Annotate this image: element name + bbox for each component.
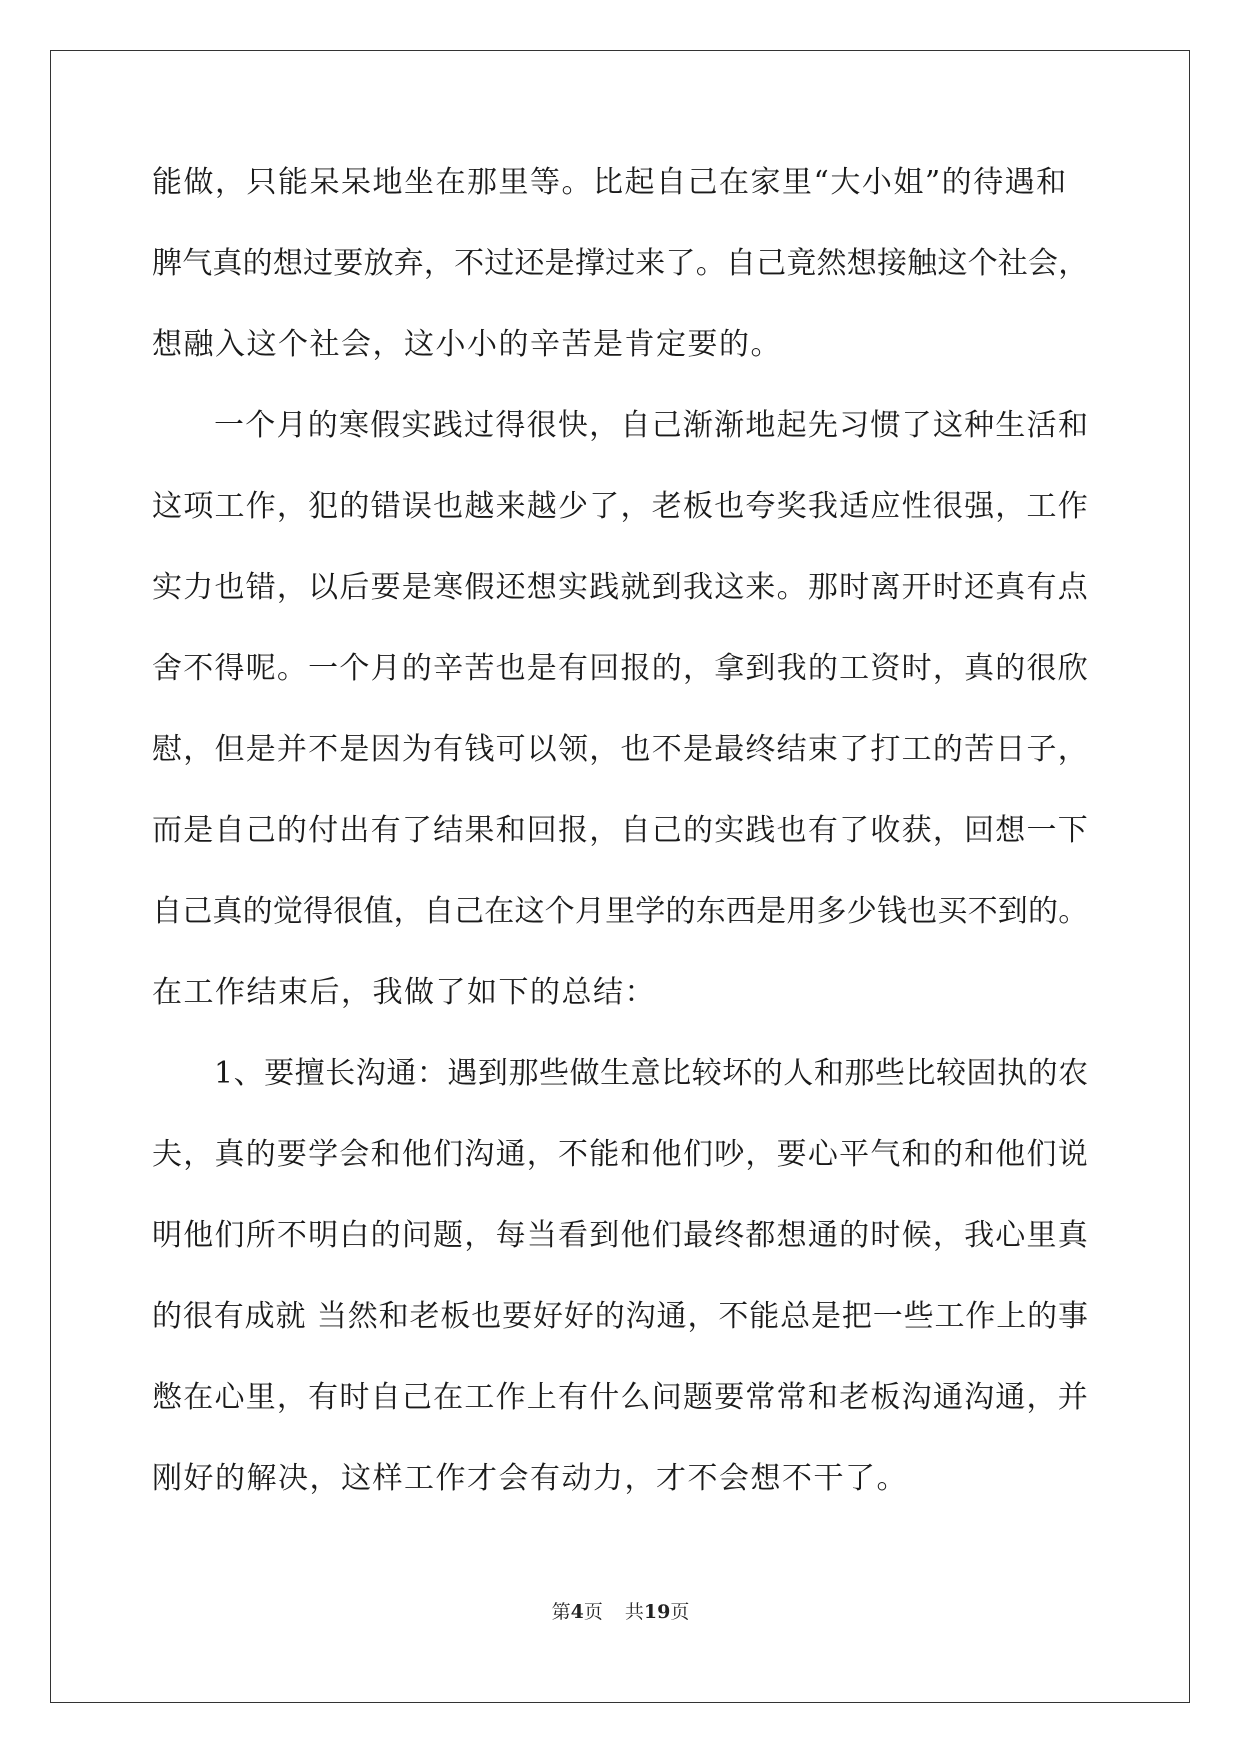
page-prefix: 第	[551, 1601, 571, 1623]
document-body	[152, 163, 1092, 1540]
total-pages: 19	[643, 1601, 671, 1623]
total-suffix: 页	[670, 1601, 690, 1623]
text-line: 憋在心里，有时自己在工作上有什么问题要常常和老板沟通沟通，并	[152, 1380, 1089, 1415]
page-number: 4	[570, 1601, 584, 1623]
text-line: 刚好的解决，这样工作才会有动力，才不会想不干了。	[152, 1461, 908, 1496]
text-line: 脾气真的想过要放弃，不过还是撑过来了。自己竟然想接触这个社会，	[152, 246, 1089, 281]
text-line: 明他们所不明白的问题，每当看到他们最终都想通的时候，我心里真	[152, 1218, 1089, 1253]
page-footer	[0, 1600, 1241, 1624]
text-line: 舍不得呢。一个月的辛苦也是有回报的，拿到我的工资时，真的很欣	[152, 651, 1089, 686]
text-line: 实力也错，以后要是寒假还想实践就到我这来。那时离开时还真有点	[152, 570, 1089, 605]
text-line: 的很有成就 当然和老板也要好好的沟通，不能总是把一些工作上的事	[152, 1299, 1089, 1334]
text-line: 能做，只能呆呆地坐在那里等。比起自己在家里“大小姐”的待遇和	[152, 165, 1068, 200]
text-line: 而是自己的付出有了结果和回报，自己的实践也有了收获，回想一下	[152, 813, 1089, 848]
text-line: 一个月的寒假实践过得很快，自己渐渐地起先习惯了这种生活和	[214, 408, 1090, 443]
page-suffix: 页	[583, 1601, 603, 1623]
text-line: 在工作结束后，我做了如下的总结：	[152, 975, 656, 1010]
text-line: 夫，真的要学会和他们沟通，不能和他们吵，要心平气和的和他们说	[152, 1137, 1089, 1172]
text-line: 1、要擅长沟通：遇到那些做生意比较坏的人和那些比较固执的农	[214, 1056, 1089, 1091]
text-line: 想融入这个社会，这小小的辛苦是肯定要的。	[152, 327, 782, 362]
text-line: 这项工作，犯的错误也越来越少了，老板也夸奖我适应性很强，工作	[152, 489, 1089, 524]
total-prefix: 共	[624, 1601, 644, 1623]
text-line: 自己真的觉得很值，自己在这个月里学的东西是用多少钱也买不到的。	[152, 894, 1089, 929]
text-line: 慰，但是并不是因为有钱可以领，也不是最终结束了打工的苦日子，	[152, 732, 1089, 767]
